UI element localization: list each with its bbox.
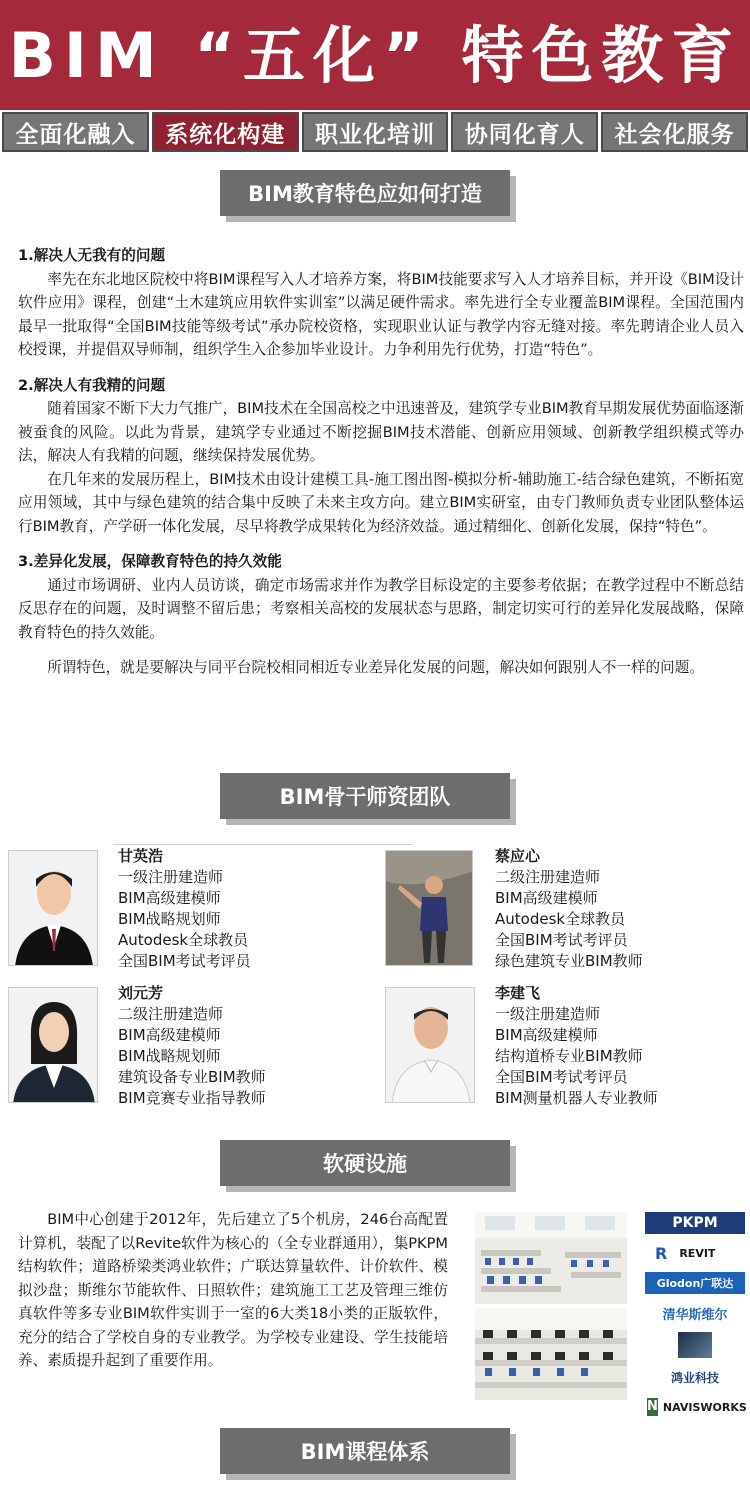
tab-vocational[interactable]: 职业化培训: [302, 112, 449, 152]
teacher-title: 一级注册建造师: [118, 868, 224, 886]
computer-room-photo: [475, 1212, 627, 1304]
section-title-teachers: BIM骨干师资团队: [220, 773, 510, 819]
teacher-title: 结构道桥专业BIM教师: [495, 1047, 643, 1065]
revit-r-icon: R: [655, 1243, 668, 1263]
teacher-title: 全国BIM考试考评员: [118, 952, 251, 970]
article-paragraph-3: 在几年来的发展历程上，BIM技术由设计建模工具-施工图出图-模拟分析-辅助施工-结合绿色建筑，不断拓宽应用领域，其中与绿色建筑的结合集中反映了未来主攻方向。建立BIM实研室，由专门教师负责专业团队整体运行BIM教育，产学研一体化发展，尽早将教学成果转化为经济效益。通过精细化、创新化发展，保持“特色”。: [18, 470, 744, 535]
header-banner: [0, 0, 750, 110]
article-heading-1: 1.解决人无我有的问题: [18, 247, 166, 264]
teacher-title: 建筑设备专业BIM教师: [118, 1068, 266, 1086]
article-heading-3: 3.差异化发展，保障教育特色的持久效能: [18, 553, 282, 570]
teacher-title: Autodesk全球教员: [495, 910, 626, 928]
facilities-description: BIM中心创建于2012年，先后建立了5个机房，246台高配置计算机，装配了以Revite软件为核心的（全专业群通用），集PKPM结构软件；道路桥梁类鸿业软件；广联达算量软件、计价软件、模拟沙盘；斯维尔节能软件、日照软件；建筑施工工艺及管理三维仿真软件等多专业BIM软件实训于一室的6大类18小类的正版软件，充分的结合了学校自身的专业教学。为学校专业建设、学生技能培养、素质提升起到了重要作用。: [18, 1211, 448, 1369]
navisworks-label: NAVISWORKS: [662, 1400, 747, 1414]
article-paragraph-5: 所谓特色，就是要解决与同平台院校相同相近专业差异化发展的问题，解决如何跟别人不一样的问题。: [47, 659, 704, 676]
teacher-title: BIM高级建模师: [495, 889, 598, 907]
teacher-title: BIM竞赛专业指导教师: [118, 1089, 266, 1107]
thsware-logo: 清华斯维尔: [662, 1307, 728, 1323]
hongye-logo: 鸿业科技: [670, 1370, 719, 1385]
section-title-curriculum: BIM课程体系: [220, 1428, 510, 1474]
computer-room-photo: [475, 1308, 627, 1400]
revit-label: REVIT: [679, 1246, 716, 1260]
article-paragraph-4: 通过市场调研、业内人员访谈，确定市场需求并作为教学目标设定的主要参考依据；在教学过程中不断总结反思存在的问题，及时调整不留后患；考察相关高校的发展状态与思路，制定切实可行的差异化发展战略，保障教育特色的持久效能。: [18, 576, 744, 641]
teacher-info: [118, 983, 266, 1109]
tab-systematic[interactable]: 系统化构建: [152, 112, 299, 152]
teacher-title: 二级注册建造师: [118, 1005, 224, 1023]
teacher-info: [495, 846, 643, 972]
teacher-card: [385, 983, 745, 1111]
teacher-card: [8, 846, 378, 974]
revit-logo: [645, 1242, 745, 1264]
tab-collaborative[interactable]: 协同化育人: [451, 112, 598, 152]
tab-comprehensive[interactable]: 全面化融入: [2, 112, 149, 152]
teacher-title: 全国BIM考试考评员: [495, 931, 628, 949]
teacher-info: [118, 846, 251, 972]
teacher-title: BIM高级建模师: [118, 1026, 221, 1044]
teacher-title: 二级注册建造师: [495, 868, 601, 886]
teacher-title: BIM高级建模师: [495, 1026, 598, 1044]
teacher-title: 一级注册建造师: [495, 1005, 601, 1023]
teacher-name: 刘元芳: [118, 984, 164, 1002]
article-paragraph-2: 随着国家不断下大力气推广，BIM技术在全国高校之中迅速普及，建筑学专业BIM教育早期发展优势面临逐渐被蚕食的风险。以此为背景，建筑学专业通过不断挖掘BIM技术潜能、创新应用领域、创新教学组织模式等办法，解决人有我精的问题，继续保持发展优势。: [18, 400, 744, 464]
article-paragraph-1: 率先在东北地区院校中将BIM课程写入人才培养方案，将BIM技能要求写入人才培养目标，并开设《BIM设计软件应用》课程，创建“土木建筑应用软件实训室”以满足硬件需求。率先进行全专业覆盖BIM课程。全国范围内最早一批取得“全国BIM技能等级考试”承办院校资格，实现职业认证与教学内容无缝对接。率先聘请企业人员入校授课，并提倡双导师制，组织学生入企参加毕业设计。力争利用先行优势，打造“特色”。: [18, 270, 744, 358]
page-title: BIM “五化” 特色教育: [8, 19, 742, 92]
teacher-name: 蔡应心: [495, 847, 541, 865]
tab-bar: [0, 110, 750, 154]
navisworks-n-icon: N: [647, 1399, 658, 1414]
section-title-features: BIM教育特色应如何打造: [220, 170, 510, 216]
navisworks-logo: [645, 1396, 745, 1418]
teacher-card: [385, 846, 745, 974]
teacher-name: 甘英浩: [118, 847, 164, 865]
teacher-photo: [385, 987, 475, 1103]
teacher-photo: [8, 987, 98, 1103]
teacher-title: 绿色建筑专业BIM教师: [495, 952, 643, 970]
teacher-name: 李建飞: [495, 984, 541, 1002]
pkpm-logo: PKPM: [645, 1212, 745, 1234]
teacher-photo: [385, 850, 473, 966]
teacher-title: BIM战略规划师: [118, 1047, 221, 1065]
software-logos: [645, 1212, 745, 1426]
teacher-photo: [8, 850, 98, 966]
article-body: [18, 244, 744, 680]
autodesk-box-logo: [645, 1332, 745, 1358]
teacher-title: BIM高级建模师: [118, 889, 221, 907]
glodon-logo: Glodon广联达: [645, 1272, 745, 1294]
teacher-info: [495, 983, 658, 1109]
tab-social[interactable]: 社会化服务: [601, 112, 748, 152]
teacher-title: BIM战略规划师: [118, 910, 221, 928]
teacher-card: [8, 983, 378, 1111]
teacher-title: Autodesk全球教员: [118, 931, 249, 949]
software-box-icon: [678, 1332, 712, 1358]
section-title-facilities: 软硬设施: [220, 1140, 510, 1186]
article-heading-2: 2.解决人有我精的问题: [18, 376, 166, 394]
teacher-title: 全国BIM考试考评员: [495, 1068, 628, 1086]
teacher-title: BIM测量机器人专业教师: [495, 1089, 658, 1107]
